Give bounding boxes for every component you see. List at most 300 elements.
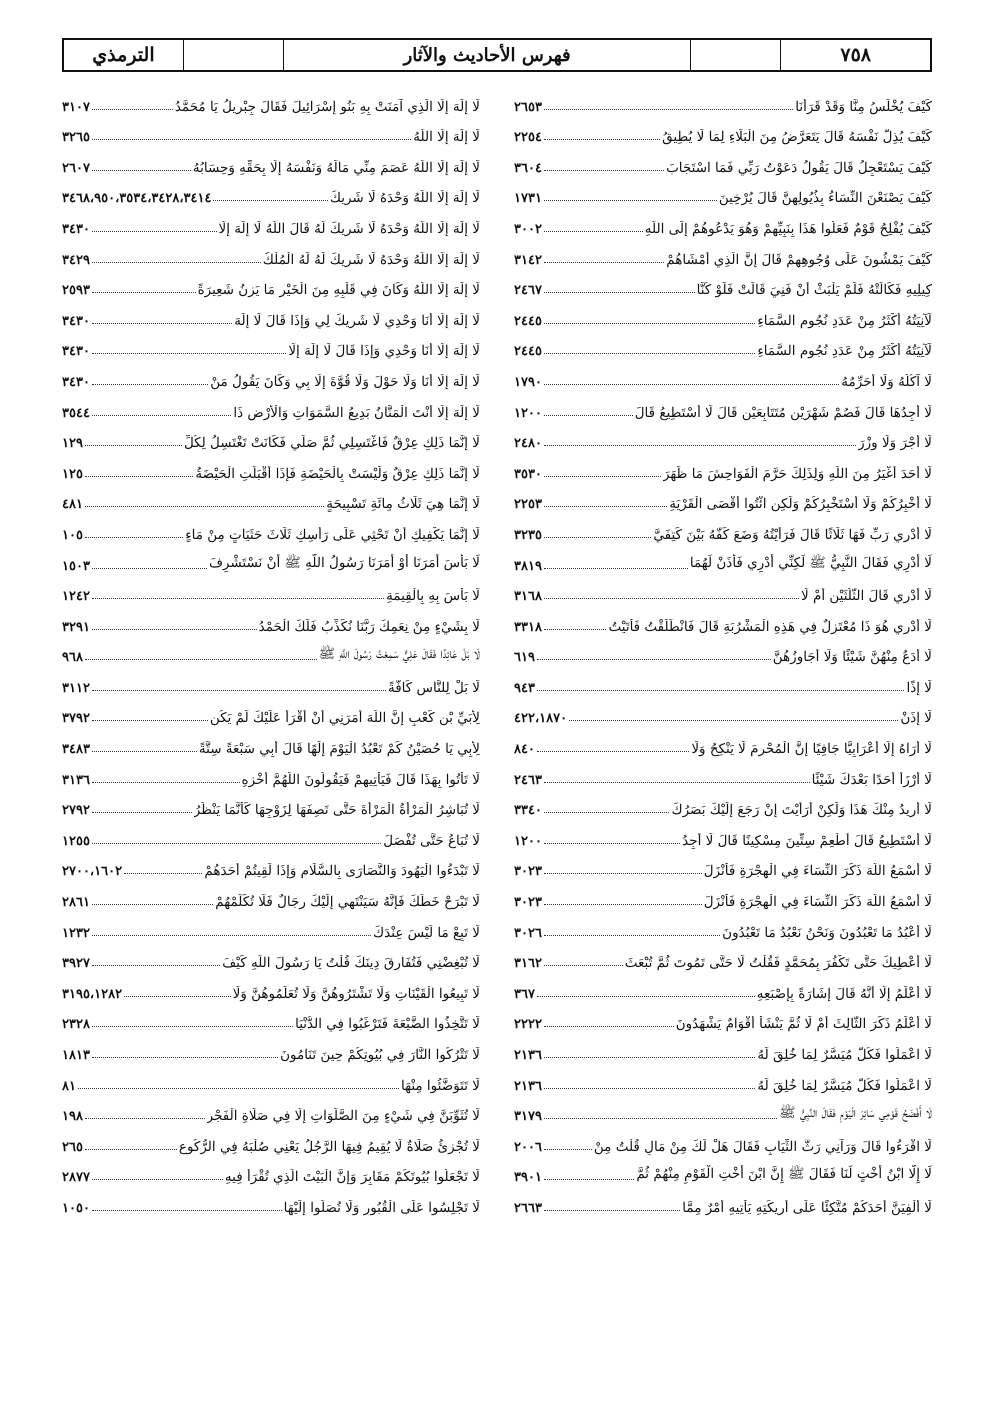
leader-dots [544,170,664,171]
leader-dots [92,262,261,263]
index-entry [62,910,480,941]
leader-dots [544,1179,634,1180]
hadith-text: لَا إِلَهَ إِلَّا أَنَا وَحْدِي وَإِذَا قَالَ لَا إِلَهَ إِلَّا [288,343,480,360]
page-header [62,38,932,72]
hadith-number: ٢٦٥٣ [514,99,542,115]
hadith-text: كَيْفَ يَصْنَعْنَ النِّسَاءُ بِذُيُولِهِنَّ قَالَ يُرْخِينَ [718,190,932,207]
index-entry [62,1094,480,1125]
index-entry [514,879,932,910]
leader-dots [92,1026,293,1027]
hadith-text: لَا إِلَهَ إِلَّا اللَّهُ عَصَمَ مِنِّي مَالَهُ وَنَفْسَهُ إِلَّا بِحَقِّهِ وَحِسَابُهُ [192,159,480,176]
index-entry [514,298,932,329]
hadith-text: لَا إِنَّمَا ذَلِكِ عِرْقٌ فَاغْتَسِلِي ثُمَّ صَلِّي فَكَانَتْ تَغْتَسِلُ لِكُلِّ [183,435,480,452]
hadith-text: لَا تَبْدَءُوا الْيَهُودَ وَالنَّصَارَى بِالسَّلَامِ وَإِذَا لَقِيتُمْ أَحَدَهُمْ [204,863,480,880]
hadith-number: ٢١٣٦ [514,1048,542,1063]
hadith-text: لَا تَبِعْ مَا لَيْسَ عِنْدَكَ [373,924,480,941]
hadith-text: لَا إِلَهَ إِلَّا أَنَا وَحْدِي لَا شَرِيكَ لِي وَإِذَا قَالَ لَا إِلَهَ [234,312,480,329]
leader-dots [537,751,689,752]
leader-dots [124,873,202,874]
hadith-text: لَا إِنَّمَا ذَلِكِ عِرْقٌ وَلَيْسَتْ بِالْحَيْضَةِ فَإِذَا أَقْبَلَتِ الْحَيْضَةُ [195,465,480,482]
leader-dots [92,292,196,293]
hadith-number: ٣٤٣٠ [62,221,90,237]
index-entry [514,390,932,421]
index-entry [62,574,480,605]
hadith-text: لَا تَبْرَحْ خَطَّكَ فَإِنَّهُ سَيَنْتَهِي إِلَيْكَ رِجَالٌ فَلَا تُكَلِّمْهُمْ [215,894,480,911]
hadith-text: كَيْفَ يَسْتَعْجِلُ قَالَ يَقُولُ دَعَوْتُ رَبِّي فَمَا اسْتَجَابَ [666,159,932,176]
leader-dots [544,1057,755,1058]
leader-dots [544,1118,777,1119]
hadith-number: ٨٤٠ [514,742,535,758]
leader-dots [213,200,327,201]
hadith-text: لَا أَجِدُهَا قَالَ فَصُمْ شَهْرَيْنِ مُتَتَابِعَيْنِ قَالَ لَا أَسْتَطِيعُ قَالَ [634,404,932,421]
index-entry [514,757,932,788]
hadith-text: لَآنِيَتُهُ أَكْثَرُ مِنْ عَدَدِ نُجُومِ السَّمَاءِ [757,343,932,360]
hadith-text: لَا إِنَّمَا هِيَ ثَلَاثُ مِائَةِ تَسْبِيحَةٍ [326,496,480,513]
index-entry [62,635,480,666]
hadith-text: لَا إِلَهَ إِلَّا اللَّهُ وَحْدَهُ لَا شَرِيكَ لَهُ قَالَ اللَّهُ لَا إِلَهَ إِلَّا [218,220,480,237]
index-entry [62,329,480,360]
leader-dots [544,231,643,232]
index-entry [62,879,480,910]
leader-dots [544,965,623,966]
leader-dots [544,1088,755,1089]
leader-dots [92,598,384,599]
leader-dots [544,262,664,263]
index-entry [514,176,932,207]
hadith-number: ٣١١٢ [62,680,90,696]
hadith-number: ١٢٥٥ [62,833,90,849]
hadith-number: ٣٠٠٢ [514,221,542,237]
index-entry [62,1032,480,1063]
hadith-text: لَا بَلْ عَائِدًا فَقَالَ عَلِيٌّ سَمِعْتُ رَسُولَ اللَّهِ ﷺ [318,646,480,663]
leader-dots [92,170,191,171]
leader-dots [544,353,755,354]
leader-dots [92,109,173,110]
hadith-text: لَا تُبَاشِرُ الْمَرْأَةُ الْمَرْأَةَ حَتَّى تَصِفَهَا لِزَوْجِهَا كَأَنَّمَا يَنْظُرُ [193,802,480,819]
leader-dots [544,812,670,813]
leader-dots [85,1149,177,1150]
leader-dots [544,200,717,201]
hadith-text: كَيْفَ يُذِلُّ نَفْسَهُ قَالَ يَتَعَرَّضُ مِنَ الْبَلَاءِ لِمَا لَا يُطِيقُ [662,129,932,146]
hadith-text: لَا تَأْتُوا بِهَذَا قَالَ فَيَأْتِيهِمْ فَيَقُولُونَ اللَّهُمَّ أَخْزِهِ [241,771,480,788]
hadith-text: لَا بَأْسَ بِهِ بِالْقِيمَةِ [386,588,480,605]
hadith-text: لِأُبَيِّ بْنِ كَعْبٍ إِنَّ اللَّهَ أَمَرَنِي أَنْ أَقْرَأَ عَلَيْكَ لَمْ يَكُنِ [209,710,480,727]
index-entry [514,635,932,666]
hadith-text: كِيلِيهِ فَكَالَتْهُ فَلَمْ يَلْبَثْ أَنْ فَنِيَ قَالَتْ فَلَوْ كُنَّا [696,282,932,299]
index-entry [62,268,480,299]
hadith-number: ٢٤٤٥ [514,344,542,360]
index-entry [62,1002,480,1033]
index-entry [514,665,932,696]
index-entry [62,543,480,574]
index-entry [62,1155,480,1186]
hadith-number: ١٩٨ [62,1109,83,1125]
leader-dots [544,384,839,385]
index-entry [62,971,480,1002]
index-entry [62,604,480,635]
index-entry [62,451,480,482]
index-entry [62,421,480,452]
leader-dots [92,323,232,324]
leader-dots [537,996,755,997]
index-entry [514,1155,932,1186]
index-entry [62,176,480,207]
leader-dots [92,1210,282,1211]
hadith-number: ٣٤٣٠ [62,344,90,360]
hadith-number: ٢٤٦٧ [514,283,542,299]
leader-dots [92,935,371,936]
index-entry [514,543,932,574]
index-entry [514,237,932,268]
index-entry [514,1094,932,1125]
index-columns [62,84,932,1216]
hadith-number: ٣٠٢٦ [514,925,542,941]
hadith-text: لَا أُخْبِرُكُمْ وَلَا أَسْتَخْبِرُكُمْ وَلَكِنِ ائْتُوا أَقْصَى الْقَرْيَةِ [669,496,932,513]
hadith-text: لَا تَجْعَلُوا بُيُوتَكُمْ مَقَابِرَ وَإِنَّ الْبَيْتَ الَّذِي تُقْرَأُ فِيهِ [224,1169,480,1186]
hadith-text: لَا أَدْرِي قَالَ الثُّلُثَيْنِ أَمْ لَا [800,588,932,605]
hadith-number: ١٢٣٢ [62,925,90,941]
hadith-text: لَا إِلَهَ إِلَّا اللَّهُ [413,129,480,146]
hadith-number: ١٥٠٣ [62,558,90,574]
hadith-text: لَا أُعْطِيكَ حَتَّى تَكْفُرَ بِمُحَمَّدٍ فَقُلْتُ لَا حَتَّى تَمُوتَ ثُمَّ تُبْعَثَ [624,955,932,972]
hadith-text: لَا أَسْمَعُ اللَّهَ ذَكَرَ النِّسَاءَ فِي الْهِجْرَةِ فَأَنْزَلَ [703,863,932,880]
hadith-text: لَا أَرَاهُ إِلَّا أَعْرَابِيًّا جَافِيًا إِنَّ الْمُحْرِمَ لَا يَنْكِحُ وَلَا [691,741,932,758]
hadith-number: ٣٥٣٠ [514,466,542,482]
index-entry [62,1185,480,1216]
hadith-number: ١٨١٣ [62,1048,90,1063]
leader-dots [544,139,660,140]
index-entry [514,910,932,941]
index-entry [514,849,932,880]
index-entry [514,268,932,299]
hadith-number: ٢٣٢٨ [62,1017,90,1033]
hadith-text: لَا أَسْمَعُ اللَّهَ ذَكَرَ النِّسَاءَ فِي الْهِجْرَةِ فَأَنْزَلَ [703,894,932,911]
index-entry [514,604,932,635]
hadith-text: لَا أَدْرِي رَبِّ فَهَا ثَلَاثًا قَالَ فَرَأَيْتُهُ وَضَعَ كَفَّهُ بَيْنَ كَتِفَيَّ [653,526,932,543]
index-entry [514,696,932,727]
index-entry [514,512,932,543]
hadith-text: لَا أَعْبُدُ مَا تَعْبُدُونَ وَنَحْنُ نَعْبُدُ مَا تَعْبُدُونَ [722,924,932,941]
hadith-text: لَا إِذَنْ [900,710,932,727]
hadith-number: ٣٢٩١ [62,619,90,635]
hadith-text: كَيْفَ يُخْلَسُ مِنَّا وَقَدْ قَرَأْنَا [795,98,932,115]
index-entry [62,84,480,115]
leader-dots [92,812,192,813]
hadith-number: ١٧٣١ [514,191,542,207]
leader-dots [85,1118,205,1119]
book-name: الترمذي [92,44,155,66]
header-spacer [183,40,283,70]
hadith-text: لَا بَلْ لِلنَّاسِ كَافَّةً [387,679,480,696]
hadith-text: لَا تَجْلِسُوا عَلَى الْقُبُورِ وَلَا تُصَلُّوا إِلَيْهَا [283,1199,480,1216]
leader-dots [544,292,695,293]
hadith-text: لَا أَفْضَحُ قَوْمِي سَائِرَ الْيَوْمِ فَقَالَ النَّبِيُّ ﷺ [779,1105,932,1122]
leader-dots [544,904,702,905]
hadith-number: ٢٢٢٢ [514,1017,542,1033]
leader-dots [544,1149,592,1150]
hadith-number: ٩٦٨ [62,650,83,666]
hadith-text: لَا تُبْغِضْنِي فَتُفَارِقَ دِينَكَ قُلْتُ يَا رَسُولَ اللَّهِ كَيْفَ [222,955,480,972]
hadith-number: ٢٢٥٣ [514,497,542,513]
hadith-number: ٣٤٣٠ [62,374,90,390]
leader-dots [124,996,231,997]
hadith-number: ٣١٧٩ [514,1109,542,1125]
hadith-number: ٢٧٩٢ [62,803,90,819]
hadith-number: ٢٠٠٦ [514,1139,542,1155]
hadith-number: ٢٦٠٧ [62,160,90,176]
index-entry [514,1124,932,1155]
leader-dots [544,843,680,844]
hadith-text: لَا إِلَهَ إِلَّا اللَّهُ وَحْدَهُ لَا شَرِيكَ [329,190,480,207]
hadith-text: لَا أَعْلَمُ إِلَّا أَنَّهُ قَالَ إِشَارَةً بِإِصْبَعِهِ [756,985,932,1002]
hadith-number: ٣٣١٨ [514,619,542,635]
index-entry [62,1124,480,1155]
index-entry [62,696,480,727]
hadith-number: ٢١٣٦ [514,1078,542,1094]
hadith-number: ٣٠٢٣ [514,864,542,880]
leader-dots [544,873,702,874]
index-entry [514,421,932,452]
leader-dots [78,1088,399,1089]
leader-dots [544,598,799,599]
index-entry [62,237,480,268]
hadith-text: لَا أُلْفِيَنَّ أَحَدَكُمْ مُتَّكِئًا عَلَى أَرِيكَتِهِ يَأْتِيهِ أَمْرٌ مِمَّا [682,1199,932,1216]
hadith-number: ٣٢٦٥ [62,130,90,146]
hadith-text: لَا أَحَدَ أَغْيَرُ مِنَ اللَّهِ وَلِذَلِكَ حَرَّمَ الْفَوَاحِشَ مَا ظَهَرَ [662,465,932,482]
index-entry [514,359,932,390]
hadith-number: ٣٤٦٨،٩٥٠،٣٥٣٤،٣٤٢٨،٣٤١٤ [62,191,212,207]
leader-dots [544,629,607,630]
hadith-number: ٣٦٠٤ [514,160,542,176]
hadith-text: لَا تَتْرُكُوا النَّارَ فِي بُيُوتِكُمْ حِينَ تَنَامُونَ [280,1047,480,1063]
hadith-number: ٤٨١ [62,497,83,513]
hadith-text: لَا أَعْلَمُ ذَكَرَ الثَّالِثَ أَمْ لَا ثُمَّ يَنْشَأُ أَقْوَامٌ يَشْهَدُونَ [675,1016,932,1033]
hadith-text: لَا أَرْزَأُ أَحَدًا بَعْدَكَ شَيْئًا [811,771,932,788]
index-entry [514,329,932,360]
hadith-text: لَا إِلَّا ابْنُ أُخْتٍ لَنَا فَقَالَ ﷺ إِنَّ ابْنَ أُخْتِ الْقَوْمِ مِنْهُمْ ثُمَّ [636,1166,932,1183]
hadith-number: ١٧٩٠ [514,374,542,390]
index-entry [62,726,480,757]
leader-dots [92,1179,223,1180]
hadith-number: ١٠٥ [62,527,83,543]
index-entry [62,941,480,972]
hadith-text: لَا أَدَعُ مِنْهُنَّ شَيْئًا وَلَا أُجَاوِزُهُنَّ [772,649,932,666]
leader-dots [544,506,667,507]
hadith-number: ٣٢٣٥ [514,527,542,543]
index-entry [62,757,480,788]
hadith-text: لَا آكُلُهُ وَلَا أُحَرِّمُهُ [841,373,932,390]
index-entry [62,359,480,390]
leader-dots [85,659,317,660]
hadith-number: ٣٧٩٢ [62,711,90,727]
hadith-number: ٣٠٢٣ [514,895,542,911]
leader-dots [544,476,661,477]
page-number: ٧٥٨ [780,40,930,70]
index-entry [514,1185,932,1216]
hadith-text: لَا تَتَوَضَّئُوا مِنْهَا [401,1077,480,1094]
hadith-text: لَا تَبِيعُوا الْقَيْنَاتِ وَلَا تَشْتَرُوهُنَّ وَلَا تُعَلِّمُوهُنَّ وَلَا [232,985,480,1002]
index-entry [62,1063,480,1094]
index-entry [514,574,932,605]
index-entry [514,206,932,237]
leader-dots [92,568,207,569]
hadith-text: لَا اعْمَلُوا فَكُلٌّ مُيَسَّرٌ لِمَا خُلِقَ لَهُ [757,1077,932,1094]
leader-dots [544,935,720,936]
leader-dots [544,109,793,110]
index-entry [514,145,932,176]
leader-dots [92,782,240,783]
hadith-text: لَا تُثَوِّبَنَّ فِي شَيْءٍ مِنَ الصَّلَوَاتِ إِلَّا فِي صَلَاةِ الْفَجْرِ [206,1108,480,1125]
hadith-number: ٣٤٣٠ [62,313,90,329]
index-entry [514,1002,932,1033]
index-column-right [514,84,932,1216]
hadith-text: لَآنِيَتُهُ أَكْثَرُ مِنْ عَدَدِ نُجُومِ السَّمَاءِ [757,312,932,329]
hadith-number: ٣٩٠١ [514,1170,542,1186]
hadith-text: لَا أَدْرِي هُوَ ذَا مُعْتَزِلٌ فِي هَذِهِ الْمَشْرُبَةِ قَالَ فَانْطَلَقْتُ فَأَتَيْتُ [608,618,932,635]
hadith-number: ٢٨٧٧ [62,1170,90,1186]
leader-dots [92,965,220,966]
hadith-text: لَا إِلَهَ إِلَّا الَّذِي آمَنَتْ بِهِ بَنُو إِسْرَائِيلَ فَقَالَ جِبْرِيلُ يَا مُحَمَّدُ [174,98,480,115]
hadith-text: لَا اقْرَءُوا قَالَ وَرَآنِي رَثَّ الثِّيَابِ فَقَالَ هَلْ لَكَ مِنْ مَالٍ قُلْتُ مِنْ [593,1138,932,1155]
leader-dots [569,720,898,721]
hadith-number: ٣١٩٥،١٢٨٢ [62,986,123,1002]
header-spacer [690,40,780,70]
hadith-text: كَيْفَ يَمْشُونَ عَلَى وُجُوهِهِمْ قَالَ إِنَّ الَّذِي أَمْشَاهُمْ [666,251,932,268]
leader-dots [537,659,771,660]
hadith-number: ١٢٤٢ [62,589,90,605]
hadith-text: لَا إِذًا [906,679,932,696]
leader-dots [544,782,810,783]
hadith-text: لَا إِلَهَ إِلَّا اللَّهُ وَحْدَهُ لَا شَرِيكَ لَهُ لَهُ الْمُلْكُ [262,251,480,268]
index-entry [62,482,480,513]
leader-dots [92,1057,278,1058]
hadith-number: ٢٤٤٥ [514,313,542,329]
index-entry [514,84,932,115]
index-entry [62,206,480,237]
hadith-text: كَيْفَ يُفْلِحُ قَوْمٌ فَعَلُوا هَذَا بِنَبِيِّهِمْ وَهُوَ يَدْعُوهُمْ إِلَى اللَّهِ [644,220,932,237]
hadith-text: لَا بِشَيْءٍ مِنْ نِعَمِكَ رَبَّنَا نُكَذِّبُ فَلَكَ الْحَمْدُ [258,618,480,635]
index-column-left [62,84,480,1216]
index-entry [514,971,932,1002]
hadith-number: ١٢٩ [62,436,83,452]
hadith-text: لِأَبِي يَا حُصَيْنُ كَمْ تَعْبُدُ الْيَوْمَ إِلَهًا قَالَ أَبِي سَبْعَةً سِتَّةً [198,741,480,758]
hadith-number: ٣٤٢٩ [62,252,90,268]
hadith-number: ٣١٤٢ [514,252,542,268]
page-title: فهرس الأحاديث والآثار [283,40,690,70]
hadith-number: ٨١ [62,1078,76,1094]
leader-dots [544,537,651,538]
index-entry [514,941,932,972]
hadith-number: ٢٧٠٠،١٦٠٢ [62,864,123,880]
leader-dots [85,476,193,477]
index-entry [514,115,932,146]
hadith-number: ٣٨١٩ [514,558,542,574]
index-entry [514,451,932,482]
hadith-number: ٣٣٤٠ [514,803,542,819]
hadith-text: لَا إِلَهَ إِلَّا أَنَا وَلَا حَوْلَ وَلَا قُوَّةَ إِلَّا بِي وَكَانَ يَقُولُ مَنْ [210,373,480,390]
index-entry [514,788,932,819]
leader-dots [92,139,411,140]
leader-dots [85,445,182,446]
leader-dots [544,1026,674,1027]
hadith-number: ٦١٩ [514,650,535,666]
index-entry [62,115,480,146]
hadith-number: ٣١٠٧ [62,99,90,115]
leader-dots [92,751,197,752]
index-entry [514,726,932,757]
hadith-text: لَا إِلَهَ إِلَّا اللَّهُ وَكَانَ فِي قَلْبِهِ مِنَ الْخَيْرِ مَا يَزِنُ شَعِيرَةً [197,282,480,299]
hadith-text: لَا أَدْرِي فَقَالَ النَّبِيُّ ﷺ لَكِنِّي أَدْرِي فَأْذَنْ لَهُمَا [689,554,932,571]
hadith-number: ٢٨٦١ [62,895,90,911]
hadith-number: ٢٤٨٠ [514,436,542,452]
hadith-text: لَا أُرِيدُ مِنْكَ هَذَا وَلَكِنْ أَرَأَيْتَ إِنْ رَجَعَ إِلَيْكَ بَصَرُكَ [671,802,932,819]
hadith-number: ٣٩٢٧ [62,956,90,972]
leader-dots [92,415,231,416]
leader-dots [92,690,386,691]
index-entry [514,482,932,513]
hadith-number: ٢٥٩٣ [62,283,90,299]
hadith-number: ٢٦٦٣ [514,1200,542,1216]
hadith-number: ٣١٦٢ [514,956,542,972]
hadith-number: ١٠٥٠ [62,1200,90,1216]
leader-dots [544,323,755,324]
index-entry [62,788,480,819]
hadith-text: لَا إِنَّمَا يَكْفِيكِ أَنْ تَحْثِي عَلَى رَأْسِكِ ثَلَاثَ حَثَيَاتٍ مِنْ مَاءٍ [185,526,480,543]
leader-dots [92,231,217,232]
hadith-number: ٣٦٧ [514,986,535,1002]
leader-dots [85,506,324,507]
index-entry [62,849,480,880]
leader-dots [92,629,257,630]
leader-dots [85,537,183,538]
index-entry [62,390,480,421]
index-entry [62,665,480,696]
hadith-text: لَا اعْمَلُوا فَكُلٌّ مُيَسَّرٌ لِمَا خُلِقَ لَهُ [757,1047,932,1063]
hadith-number: ٣٤٨٣ [62,742,90,758]
hadith-number: ٣٥٤٤ [62,405,90,421]
index-entry [514,1063,932,1094]
index-entry [62,298,480,329]
hadith-number: ٣١٦٨ [514,589,542,605]
hadith-text: لَا تُجْزِئُ صَلَاةٌ لَا يُقِيمُ فِيهَا الرَّجُلُ يَعْنِي صُلْبَهُ فِي الرُّكُوعِ [178,1138,480,1155]
hadith-number: ١٢٠٠ [514,405,542,421]
leader-dots [92,843,381,844]
leader-dots [92,384,208,385]
hadith-number: ٤٢٢،١٨٧٠ [514,711,568,727]
leader-dots [544,445,856,446]
leader-dots [92,720,208,721]
hadith-text: لَا إِلَهَ إِلَّا أَنْتَ الْمَنَّانُ بَدِيعُ السَّمَوَاتِ وَالْأَرْضِ ذَا [233,404,480,421]
hadith-number: ١٢٠٠ [514,833,542,849]
hadith-number: ٢٦٥ [62,1139,83,1155]
index-entry [62,818,480,849]
hadith-number: ٢٤٦٣ [514,772,542,788]
leader-dots [92,353,286,354]
hadith-text: لَا أَسْتَطِيعُ قَالَ أَطْعِمْ سِتِّينَ مِسْكِينًا قَالَ لَا أَجِدُ [682,832,932,849]
leader-dots [537,690,905,691]
leader-dots [544,1210,680,1211]
hadith-number: ٢٢٥٤ [514,130,542,146]
index-entry [62,512,480,543]
hadith-text: لَا تَتَّخِذُوا الضَّيْعَةَ فَتَرْغَبُوا فِي الدُّنْيَا [295,1016,480,1033]
hadith-text: لَا أَجْرَ وَلَا وِزْرَ [858,435,932,452]
leader-dots [544,415,633,416]
index-entry [514,818,932,849]
leader-dots [92,904,213,905]
index-entry [514,1032,932,1063]
hadith-text: لَا بَأْسَ أَمَرَنَا أَوْ أَمَرَنَا رَسُولُ اللَّهِ ﷺ أَنْ نَسْتَشْرِفَ [208,554,480,571]
leader-dots [544,568,688,569]
